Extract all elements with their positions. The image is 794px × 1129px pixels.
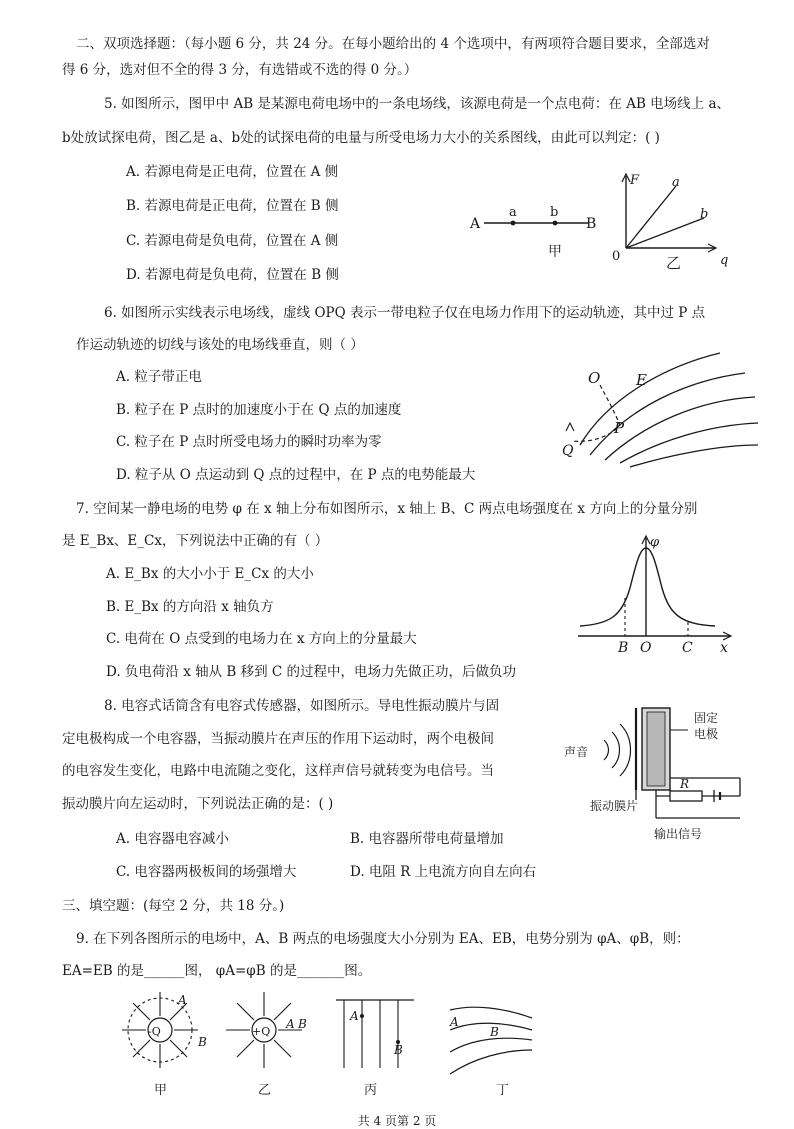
q9-figure-bing — [334, 996, 424, 1102]
q8-stem-line4: 振动膜片向左运动时，下列说法正确的是：( ) — [62, 796, 334, 812]
q5-figure-jia — [460, 200, 610, 270]
label-O: O — [640, 640, 652, 656]
label-b: b — [700, 207, 709, 222]
label-Q: Q — [562, 443, 574, 459]
label-x: x — [720, 640, 728, 656]
q6-figure — [560, 345, 760, 470]
q7-stem-line1: 7. 空间某一静电场的电势 φ 在 x 轴上分布如图所示，x 轴上 B、C 两点电场强度在 x 方向上的分量分别 — [76, 501, 698, 517]
q9-figure-jia — [118, 990, 218, 1102]
label-R: R — [680, 777, 690, 791]
q5-option-c: C. 若源电荷是负电荷，位置在 A 侧 — [126, 233, 339, 249]
label-C: C — [682, 640, 693, 656]
label-fixed-2: 电极 — [694, 727, 719, 741]
label-q: q — [720, 253, 729, 268]
caption-yi: 乙 — [258, 1083, 272, 1098]
q9-stem-line1: 9. 在下列各图所示的电场中，A、B 两点的电场强度大小分别为 EA、EB，电势分别为 φA、φB，则： — [76, 931, 690, 947]
label-fixed-1: 固定 — [694, 711, 719, 725]
q6-option-b: B. 粒子在 P 点时的加速度小于在 Q 点的加速度 — [116, 402, 402, 418]
label-a: a — [509, 205, 517, 220]
label-A: A — [178, 993, 187, 1007]
label-output: 输出信号 — [654, 827, 703, 841]
caption-ding: 丁 — [496, 1083, 510, 1098]
q5-stem-line1: 5. 如图所示，图甲中 AB 是某源电荷电场中的一条电场线，该源电荷是一个点电荷：在 AB 电场线上 a、 — [104, 96, 731, 112]
q6-option-a: A. 粒子带正电 — [116, 369, 202, 385]
q7-option-b: B. E_Bx 的方向沿 x 轴负方 — [106, 599, 274, 615]
label-B: B — [298, 1017, 307, 1031]
caption-bing: 丙 — [364, 1083, 378, 1098]
resistor — [670, 791, 702, 801]
label-B: B — [490, 1025, 499, 1039]
caption-yi: 乙 — [666, 254, 682, 272]
q8-option-c: C. 电容器两极板间的场强增大 — [116, 864, 297, 880]
q9-figure-ding — [444, 996, 544, 1102]
label-A: A — [470, 216, 481, 232]
q5-option-a: A. 若源电荷是正电荷，位置在 A 侧 — [126, 164, 339, 180]
q8-stem-line3: 的电容发生变化，电路中电流随之变化，这样声信号就转变为电信号。当 — [62, 763, 494, 779]
label-A: A — [286, 1017, 295, 1031]
q9-stem-line2: EA=EB 的是______图， φA=φB 的是_______图。 — [62, 963, 372, 979]
q8-stem-line1: 8. 电容式话筒含有电容式传感器，如图所示。导电性振动膜片与固 — [104, 698, 500, 714]
q7-option-a: A. E_Bx 的大小小于 E_Cx 的大小 — [106, 566, 314, 582]
section3-header: 三、填空题：(每空 2 分，共 18 分。) — [62, 898, 285, 914]
point-b — [553, 221, 558, 226]
label-O: O — [588, 369, 601, 387]
label-A: A — [350, 1009, 359, 1023]
label-sound: 声音 — [564, 745, 589, 759]
caption-jia: 甲 — [154, 1083, 168, 1098]
label-B: B — [394, 1043, 403, 1057]
q5-option-b: B. 若源电荷是正电荷，位置在 B 侧 — [126, 198, 339, 214]
q6-stem-line1: 6. 如图所示实线表示电场线，虚线 OPQ 表示一带电粒子仅在电场力作用下的运动轨迹，其中过 P 点 — [104, 305, 706, 321]
label-B: B — [198, 1035, 207, 1049]
section2-header-line1: 二、双项选择题：（每小题 6 分，共 24 分。在每小题给出的 4 个选项中，有两项符合题目要求，全部选对 — [76, 36, 710, 52]
q8-stem-line2: 定电极构成一个电容器，当振动膜片在声压的作用下运动时，两个电极间 — [62, 731, 494, 747]
point-a — [511, 221, 516, 226]
label-a: a — [672, 175, 680, 190]
label-charge: +Q — [252, 1025, 271, 1038]
label-B: B — [586, 216, 597, 232]
q8-option-a: A. 电容器电容减小 — [116, 831, 229, 847]
q7-option-c: C. 电荷在 O 点受到的电场力在 x 方向上的分量最大 — [106, 631, 417, 647]
q6-option-c: C. 粒子在 P 点时所受电场力的瞬时功率为零 — [116, 434, 382, 450]
trajectory — [572, 385, 620, 441]
q8-option-d: D. 电阻 R 上电流方向自左向右 — [350, 864, 537, 880]
q5-option-d: D. 若源电荷是负电荷，位置在 B 侧 — [126, 267, 339, 283]
label-charge: -Q — [148, 1025, 161, 1038]
q6-stem-line2: 作运动轨迹的切线与该处的电场线垂直，则（ ） — [76, 337, 364, 353]
q9-figure-yi — [222, 990, 322, 1102]
q5-figure-yi — [610, 168, 750, 276]
label-F: F — [630, 173, 640, 188]
phi-curve — [580, 548, 715, 626]
label-B: B — [618, 640, 629, 656]
label-membrane: 振动膜片 — [590, 799, 639, 813]
caption-jia: 甲 — [548, 244, 562, 260]
label-b: b — [550, 205, 559, 220]
q7-option-d: D. 负电荷沿 x 轴从 B 移到 C 的过程中，电场力先做正功，后做负功 — [106, 664, 517, 680]
q5-stem-line2: b处放试探电荷，图乙是 a、b处的试探电荷的电量与所受电场力大小的关系图线，由此可以判定：( ) — [62, 130, 660, 146]
q8-figure — [560, 700, 760, 850]
label-phi: φ — [650, 535, 660, 550]
q6-option-d: D. 粒子从 O 点运动到 Q 点的过程中，在 P 点的电势能最大 — [116, 467, 476, 483]
q7-stem-line2: 是 E_Bx、E_Cx，下列说法中正确的有（ ） — [62, 533, 329, 549]
q8-option-b: B. 电容器所带电荷量增加 — [350, 831, 504, 847]
q7-figure — [570, 528, 750, 660]
page-footer: 共 4 页第 2 页 — [357, 1114, 437, 1128]
label-origin: 0 — [612, 249, 621, 264]
label-E: E — [636, 371, 647, 389]
label-A: A — [450, 1015, 459, 1029]
section2-header-line2: 得 6 分，选对但不全的得 3 分，有选错或不选的得 0 分。） — [62, 62, 418, 78]
label-P: P — [614, 419, 625, 437]
